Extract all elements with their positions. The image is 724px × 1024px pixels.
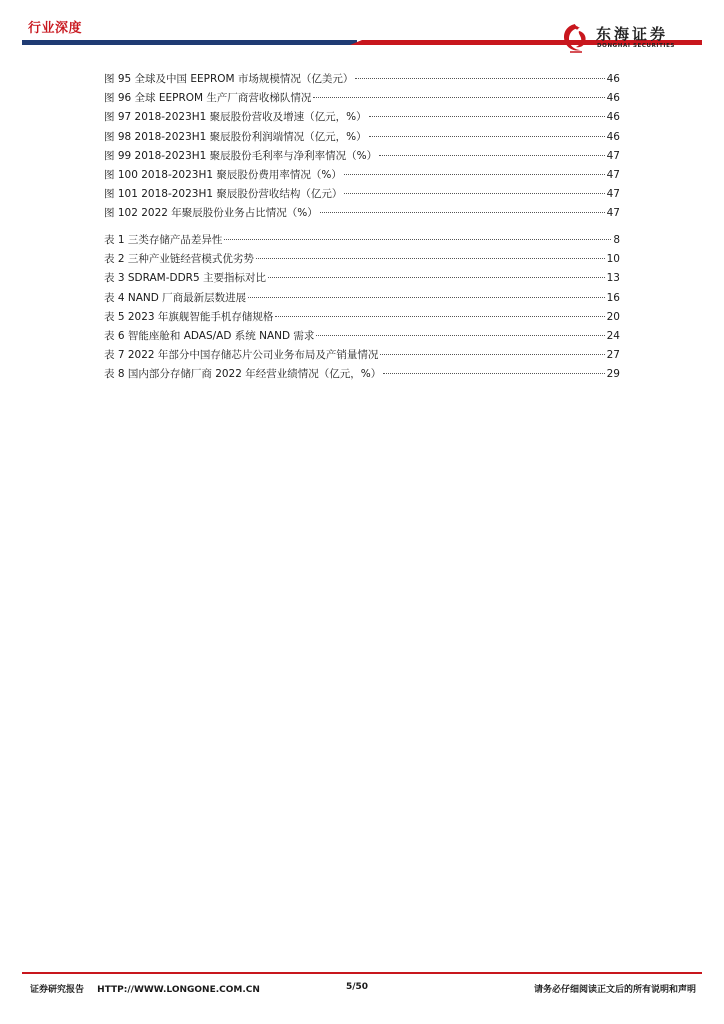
toc-entry-label: 表 2 三种产业链经营模式优劣势 [104,253,254,266]
toc-dot-leader [256,257,605,259]
toc-entry[interactable] [104,365,620,384]
toc-entry[interactable] [104,269,620,288]
toc-entry-page: 27 [606,349,620,362]
toc-entry-label: 图 102 2022 年聚辰股份业务占比情况（%） [104,207,318,220]
toc-entry-page: 10 [606,253,620,266]
toc-entry-page: 8 [613,234,620,246]
toc-entry-label: 图 98 2018-2023H1 聚辰股份利润端情况（亿元，%） [104,130,367,143]
toc-entry-label: 图 96 全球 EEPROM 生产厂商营收梯队情况 [104,92,312,105]
toc-dot-leader [313,96,604,98]
toc-dot-leader [355,77,604,79]
toc-entry[interactable] [104,231,620,250]
toc-entry[interactable] [104,308,620,327]
toc-entry[interactable] [104,70,620,89]
footer-left [30,982,260,995]
toc-entry-label: 图 100 2018-2023H1 聚辰股份费用率情况（%） [104,168,342,181]
website-link[interactable]: HTTP://WWW.LONGONE.COM.CN [97,985,260,995]
toc-entry-page: 13 [606,272,620,285]
toc-dot-leader [383,372,604,374]
toc-entry[interactable] [104,327,620,346]
toc-entry-label: 图 97 2018-2023H1 聚辰股份营收及增速（亿元，%） [104,111,367,124]
dragon-emblem-icon [560,22,590,54]
toc-entry-page: 47 [606,149,620,162]
toc-dot-leader [380,353,604,355]
toc-dot-leader [344,192,604,194]
toc-entry[interactable] [104,204,620,223]
toc-entry-page: 47 [606,188,620,201]
toc-entry[interactable] [104,147,620,166]
toc-entry-label: 表 8 国内部分存储厂商 2022 年经营业绩情况（亿元，%） [104,368,382,381]
toc-entry-label: 表 3 SDRAM-DDR5 主要指标对比 [104,272,266,285]
toc-dot-leader [268,276,605,278]
toc-entry[interactable] [104,89,620,108]
page-number: 5/50 [346,982,369,992]
disclaimer-text: 请务必仔细阅读正文后的所有说明和声明 [533,985,696,995]
toc-dot-leader [275,315,604,317]
toc-dot-leader [379,154,604,156]
toc-entry-label: 表 6 智能座舱和 ADAS/AD 系统 NAND 需求 [104,329,315,342]
toc-entry[interactable] [104,166,620,185]
section-title: 行业深度 [28,21,83,36]
toc-entry-page: 47 [606,168,620,181]
toc-entry-label: 表 5 2023 年旗舰智能手机存储规格 [104,310,274,323]
table-list [104,231,620,385]
donghai-logo [560,22,708,56]
toc-dot-leader [344,173,605,175]
toc-entry-page: 24 [606,329,620,342]
toc-entry[interactable] [104,250,620,269]
toc-entry-page: 46 [606,130,620,143]
toc-entry-label: 图 101 2018-2023H1 聚辰股份营收结构（亿元） [104,188,343,201]
toc-entry-label: 图 99 2018-2023H1 聚辰股份毛利率与净利率情况（%） [104,149,378,162]
toc-entry[interactable] [104,128,620,147]
figure-list [104,70,620,224]
toc-dot-leader [369,135,605,137]
toc-dot-leader [224,238,611,240]
toc-entry[interactable] [104,289,620,308]
logo-text-en: DONGHAI SECURITIES [597,43,675,49]
report-type: 证券研究报告 [30,985,85,995]
toc-entry-page: 46 [606,92,620,105]
toc-dot-leader [248,296,604,298]
toc-entry-page: 29 [606,368,620,381]
toc-entry-page: 47 [606,207,620,220]
toc-entry-label: 表 7 2022 年部分中国存储芯片公司业务布局及产销量情况 [104,349,379,362]
toc-entry[interactable] [104,185,620,204]
logo-text-cn: 东海证券 [596,25,669,43]
toc-entry-page: 46 [606,73,620,85]
toc-dot-leader [369,115,605,117]
toc-entry-label: 图 95 全球及中国 EEPROM 市场规模情况（亿美元） [104,73,354,85]
toc-entry-page: 16 [606,291,620,304]
toc-dot-leader [320,211,605,213]
toc-entry-label: 表 4 NAND 厂商最新层数进展 [104,291,247,304]
footer-divider [22,972,702,974]
toc-entry[interactable] [104,108,620,127]
toc-entry[interactable] [104,346,620,365]
toc-entry-label: 表 1 三类存储产品差异性 [104,234,223,246]
toc-dot-leader [316,334,604,336]
header-bar-blue [22,40,357,45]
toc-entry-page: 20 [606,310,620,323]
toc-entry-page: 46 [606,111,620,124]
